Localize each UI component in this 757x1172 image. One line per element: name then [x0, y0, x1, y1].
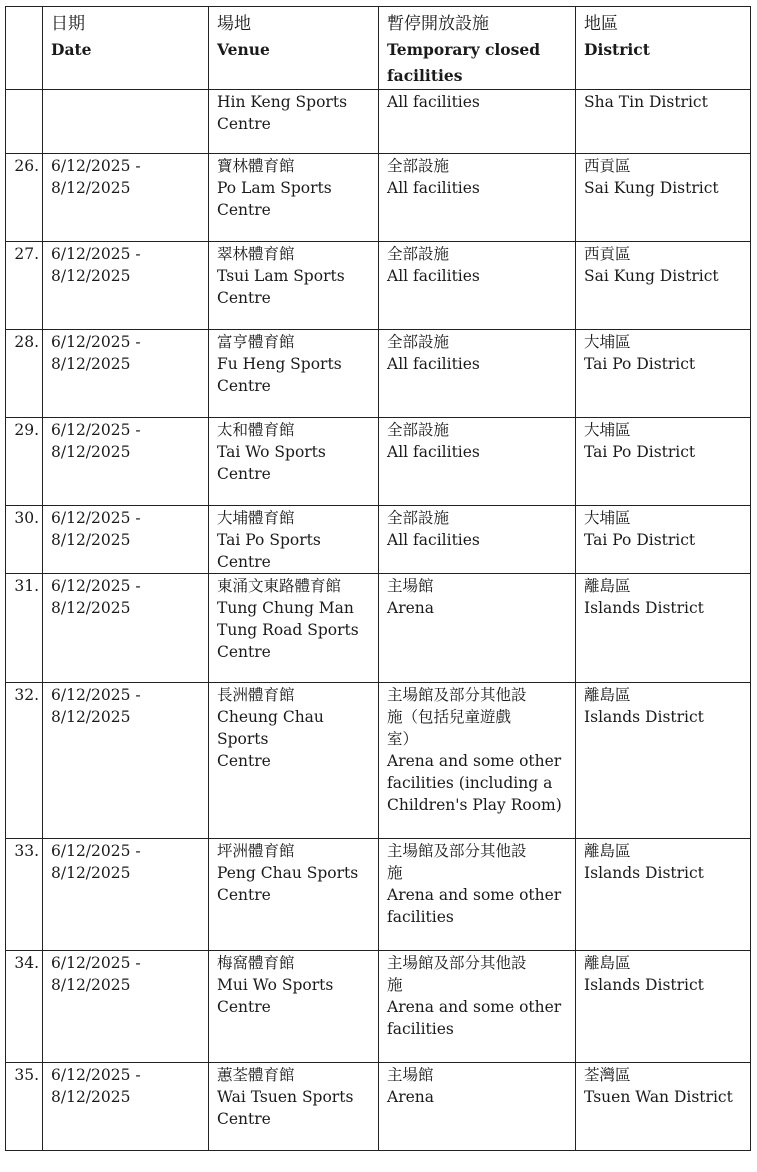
district-en: Tsuen Wan District: [584, 1088, 733, 1106]
venue-zh: 蕙荃體育館: [217, 1066, 295, 1084]
facilities-en: All facilities: [387, 355, 480, 373]
row-venue: [209, 1063, 379, 1151]
venue-en: Tai Wo Sports Centre: [217, 443, 326, 483]
row-facilities: [379, 839, 576, 951]
district-zh: 西貢區: [584, 245, 631, 263]
table-row: [6, 330, 751, 418]
venue-zh: 翠林體育館: [217, 245, 295, 263]
district-en: Sai Kung District: [584, 267, 719, 285]
row-number: 29.: [6, 418, 43, 506]
header-district-cell: [576, 7, 751, 90]
row-district: [576, 951, 751, 1063]
district-zh: 西貢區: [584, 157, 631, 175]
header-num-cell: [6, 7, 43, 90]
row-facilities: [379, 574, 576, 683]
row-venue: [209, 418, 379, 506]
district-zh: 大埔區: [584, 509, 631, 527]
header-facilities-cell: [379, 7, 576, 90]
venue-en: Fu Heng Sports Centre: [217, 355, 342, 395]
table-row: [6, 154, 751, 242]
header-venue-en: Venue: [217, 40, 270, 59]
district-en: Sai Kung District: [584, 179, 719, 197]
facilities-en: All facilities: [387, 443, 480, 461]
facilities-en: Arena: [387, 599, 434, 617]
row-venue: [209, 154, 379, 242]
facilities-en: All facilities: [387, 267, 480, 285]
row-number: 26.: [6, 154, 43, 242]
header-facilities-zh: 暫停開放設施: [387, 14, 489, 34]
row-facilities: [379, 90, 576, 154]
facilities-zh: 主場館: [387, 1066, 434, 1084]
row-district: [576, 683, 751, 839]
venue-zh: 長洲體育館: [217, 686, 295, 704]
row-date: 6/12/2025 - 8/12/2025: [43, 839, 209, 951]
row-date: 6/12/2025 - 8/12/2025: [43, 951, 209, 1063]
row-district: [576, 839, 751, 951]
row-date: 6/12/2025 - 8/12/2025: [43, 330, 209, 418]
row-facilities: [379, 683, 576, 839]
row-date: 6/12/2025 - 8/12/2025: [43, 1063, 209, 1151]
row-number: 33.: [6, 839, 43, 951]
row-facilities: [379, 506, 576, 574]
row-number: 32.: [6, 683, 43, 839]
row-venue: [209, 574, 379, 683]
venue-zh: 梅窩體育館: [217, 954, 295, 972]
row-facilities: [379, 418, 576, 506]
district-en: Tai Po District: [584, 355, 696, 373]
header-date-en: Date: [51, 40, 92, 59]
row-district: [576, 1063, 751, 1151]
facilities-zh: 全部設施: [387, 509, 450, 527]
row-facilities: [379, 1063, 576, 1151]
district-en: Islands District: [584, 864, 704, 882]
district-zh: 大埔區: [584, 421, 631, 439]
row-date: 6/12/2025 - 8/12/2025: [43, 506, 209, 574]
row-date: 6/12/2025 - 8/12/2025: [43, 683, 209, 839]
facilities-zh: 全部設施: [387, 245, 450, 263]
header-district-en: District: [584, 40, 650, 59]
closure-table: [5, 6, 751, 1151]
venue-zh: 東涌文東路體育館: [217, 577, 342, 595]
district-en: Sha Tin District: [584, 93, 708, 111]
header-district-zh: 地區: [584, 14, 618, 34]
header-venue-cell: [209, 7, 379, 90]
table-row: [6, 683, 751, 839]
row-venue: [209, 242, 379, 330]
row-number: 28.: [6, 330, 43, 418]
district-zh: 離島區: [584, 954, 631, 972]
header-date-cell: [43, 7, 209, 90]
row-venue: [209, 330, 379, 418]
venue-en: Wai Tsuen Sports Centre: [217, 1088, 354, 1128]
district-en: Islands District: [584, 708, 704, 726]
venue-zh: 富亨體育館: [217, 333, 295, 351]
table-row: [6, 839, 751, 951]
venue-en: Po Lam Sports Centre: [217, 179, 332, 219]
venue-zh: 大埔體育館: [217, 509, 295, 527]
venue-en: Tai Po Sports Centre: [217, 531, 321, 571]
facilities-zh: 主場館及部分其他設 施: [387, 954, 527, 994]
row-venue: [209, 951, 379, 1063]
facilities-zh: 全部設施: [387, 333, 450, 351]
table-row: [6, 1063, 751, 1151]
facilities-en: Arena: [387, 1088, 434, 1106]
row-number: 27.: [6, 242, 43, 330]
district-zh: 離島區: [584, 686, 631, 704]
facilities-zh: 主場館: [387, 577, 434, 595]
row-district: [576, 90, 751, 154]
row-district: [576, 242, 751, 330]
row-date: 6/12/2025 - 8/12/2025: [43, 242, 209, 330]
facilities-zh: 全部設施: [387, 157, 450, 175]
row-district: [576, 418, 751, 506]
table-row: [6, 951, 751, 1063]
facilities-en: All facilities: [387, 93, 480, 111]
row-venue: [209, 839, 379, 951]
row-date: 6/12/2025 - 8/12/2025: [43, 154, 209, 242]
header-venue-zh: 場地: [217, 14, 251, 34]
header-date-zh: 日期: [51, 14, 85, 34]
row-district: [576, 330, 751, 418]
table-row: [6, 418, 751, 506]
row-facilities: [379, 951, 576, 1063]
row-district: [576, 506, 751, 574]
venue-en: Tung Chung Man Tung Road Sports Centre: [217, 599, 359, 661]
row-venue: [209, 683, 379, 839]
district-en: Tai Po District: [584, 443, 696, 461]
row-district: [576, 154, 751, 242]
row-date: [43, 90, 209, 154]
row-facilities: [379, 154, 576, 242]
facilities-en: Arena and some other facilities: [387, 886, 562, 926]
row-date: 6/12/2025 - 8/12/2025: [43, 418, 209, 506]
row-number: 31.: [6, 574, 43, 683]
facilities-en: All facilities: [387, 179, 480, 197]
row-venue: [209, 506, 379, 574]
table-row: [6, 574, 751, 683]
venue-en: Tsui Lam Sports Centre: [217, 267, 345, 307]
header-row: [6, 7, 751, 90]
district-en: Tai Po District: [584, 531, 696, 549]
facilities-en: Arena and some other facilities (including a Children's Play Room): [387, 752, 562, 814]
facilities-zh: 主場館及部分其他設 施（包括兒童遊戲 室）: [387, 686, 527, 748]
row-venue: [209, 90, 379, 154]
row-number: 34.: [6, 951, 43, 1063]
district-zh: 大埔區: [584, 333, 631, 351]
facilities-zh: 主場館及部分其他設 施: [387, 842, 527, 882]
header-facilities-en: Temporary closed facilities: [387, 40, 541, 85]
venue-en: Cheung Chau Sports Centre: [217, 708, 324, 770]
venue-zh: 坪洲體育館: [217, 842, 295, 860]
table-row: [6, 242, 751, 330]
facilities-en: All facilities: [387, 531, 480, 549]
row-number: 30.: [6, 506, 43, 574]
venue-zh: 寶林體育館: [217, 157, 295, 175]
row-number: [6, 90, 43, 154]
district-zh: 離島區: [584, 842, 631, 860]
venue-zh: 太和體育館: [217, 421, 295, 439]
district-en: Islands District: [584, 599, 704, 617]
district-zh: 離島區: [584, 577, 631, 595]
district-en: Islands District: [584, 976, 704, 994]
venue-en: Mui Wo Sports Centre: [217, 976, 334, 1016]
row-number: 35.: [6, 1063, 43, 1151]
table-row: [6, 90, 751, 154]
venue-en: Hin Keng Sports Centre: [217, 93, 348, 133]
row-district: [576, 574, 751, 683]
venue-en: Peng Chau Sports Centre: [217, 864, 359, 904]
facilities-en: Arena and some other facilities: [387, 998, 562, 1038]
table-row: [6, 506, 751, 574]
row-facilities: [379, 242, 576, 330]
facilities-zh: 全部設施: [387, 421, 450, 439]
row-facilities: [379, 330, 576, 418]
district-zh: 荃灣區: [584, 1066, 631, 1084]
row-date: 6/12/2025 - 8/12/2025: [43, 574, 209, 683]
